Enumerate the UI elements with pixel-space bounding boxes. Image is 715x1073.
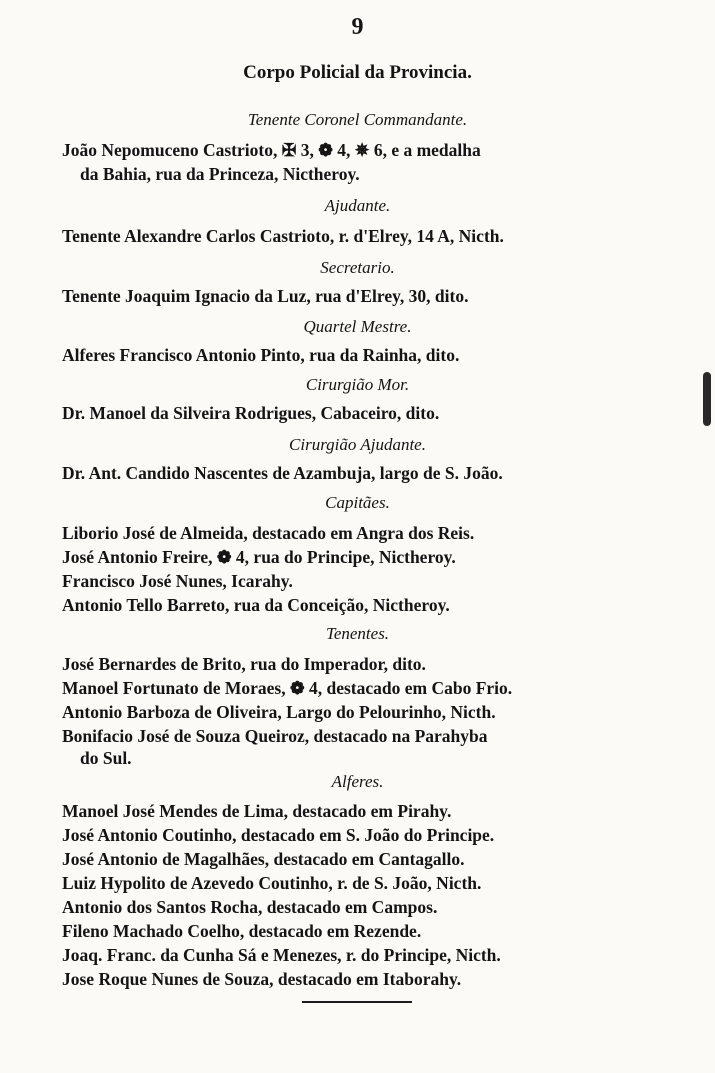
entry-line: Antonio Barboza de Oliveira, Largo do Pelourinho, Nicth. bbox=[62, 702, 496, 722]
entry-line: Tenente Joaquim Ignacio da Luz, rua d'Elrey, 30, dito. bbox=[62, 286, 469, 306]
rank-heading: Capitães. bbox=[325, 493, 390, 512]
entry-line: João Nepomuceno Castrioto, ✠ 3, ❁ 4, ✵ 6, e a medalha bbox=[62, 140, 481, 160]
closing-rule bbox=[302, 1001, 412, 1003]
rank-heading: Quartel Mestre. bbox=[303, 317, 412, 336]
entry-line: Dr. Ant. Candido Nascentes de Azambuja, largo de S. João. bbox=[62, 463, 503, 483]
page-heading: Corpo Policial da Provincia. bbox=[243, 62, 472, 83]
entry-line: Dr. Manoel da Silveira Rodrigues, Cabaceiro, dito. bbox=[62, 403, 440, 423]
entry-line: Jose Roque Nunes de Souza, destacado em Itaborahy. bbox=[62, 969, 462, 989]
entry-line: José Antonio Coutinho, destacado em S. João do Principe. bbox=[62, 825, 495, 845]
entry-line: Manoel Fortunato de Moraes, ❁ 4, destacado em Cabo Frio. bbox=[62, 678, 513, 698]
rank-heading: Secretario. bbox=[320, 258, 395, 277]
entry-line: José Antonio de Magalhães, destacado em Cantagallo. bbox=[62, 849, 465, 869]
entry-line: José Bernardes de Brito, rua do Imperador, dito. bbox=[62, 654, 426, 674]
entry-line: Alferes Francisco Antonio Pinto, rua da Rainha, dito. bbox=[62, 345, 460, 365]
rank-heading: Alferes. bbox=[331, 772, 384, 791]
entry-line: Manoel José Mendes de Lima, destacado em Pirahy. bbox=[62, 801, 452, 821]
entry-line: Francisco José Nunes, Icarahy. bbox=[62, 571, 293, 591]
entry-line: Tenente Alexandre Carlos Castrioto, r. d'Elrey, 14 A, Nicth. bbox=[62, 226, 504, 246]
rank-heading: Tenente Coronel Commandante. bbox=[247, 110, 468, 129]
rank-heading: Cirurgião Ajudante. bbox=[289, 435, 426, 454]
entry-line-continued: da Bahia, rua da Princeza, Nictheroy. bbox=[80, 164, 360, 184]
page-number: 9 bbox=[351, 14, 364, 40]
rank-heading: Tenentes. bbox=[325, 624, 390, 643]
entry-line: Luiz Hypolito de Azevedo Coutinho, r. de S. João, Nicth. bbox=[62, 873, 482, 893]
entry-line: Joaq. Franc. da Cunha Sá e Menezes, r. do Principe, Nicth. bbox=[62, 945, 501, 965]
entry-line: Antonio Tello Barreto, rua da Conceição, Nictheroy. bbox=[62, 595, 450, 615]
rank-heading: Ajudante. bbox=[324, 196, 391, 215]
entry-line: Liborio José de Almeida, destacado em Angra dos Reis. bbox=[62, 523, 475, 543]
entry-line: José Antonio Freire, ❁ 4, rua do Principe, Nictheroy. bbox=[62, 547, 456, 567]
entry-line-continued: do Sul. bbox=[80, 748, 132, 768]
ink-stain-mark bbox=[703, 372, 711, 426]
entry-line: Bonifacio José de Souza Queiroz, destacado na Parahyba bbox=[62, 726, 488, 746]
entry-line: Fileno Machado Coelho, destacado em Rezende. bbox=[62, 921, 422, 941]
rank-heading: Cirurgião Mor. bbox=[305, 375, 410, 394]
entry-line: Antonio dos Santos Rocha, destacado em Campos. bbox=[62, 897, 438, 917]
